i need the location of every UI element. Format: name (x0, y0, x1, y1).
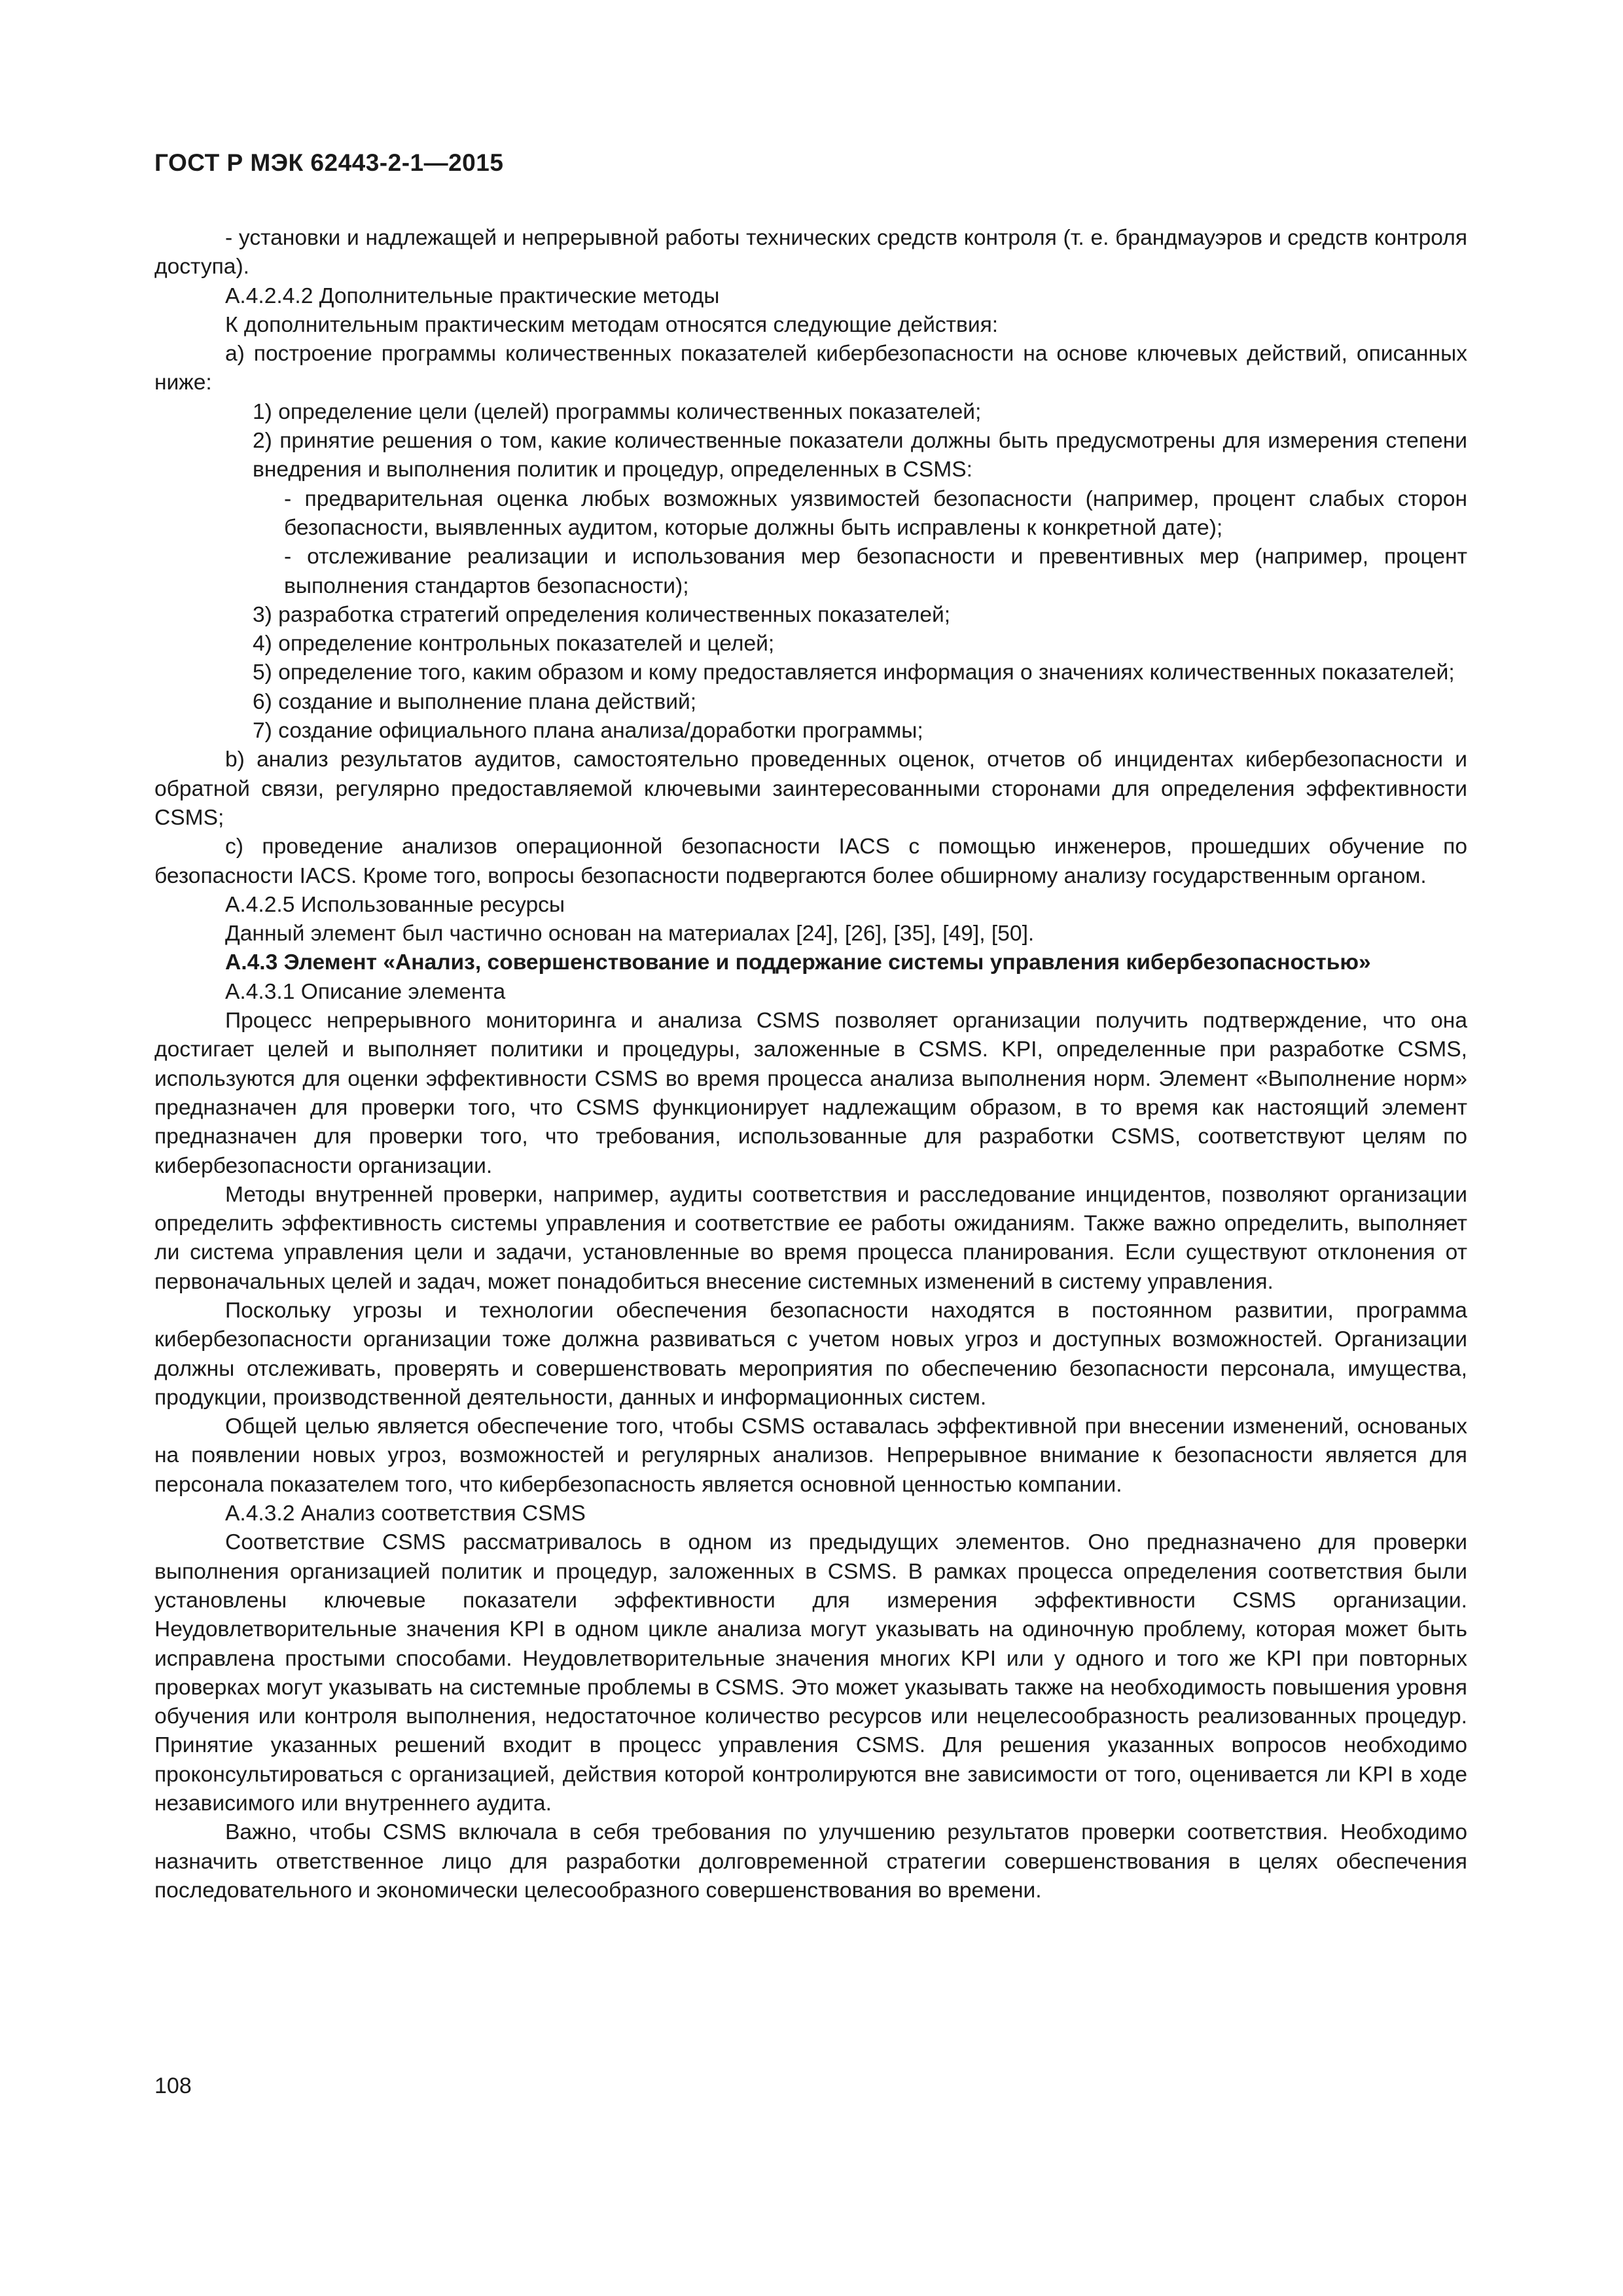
list-item: 4) определение контрольных показателей и целей; (253, 632, 775, 656)
paragraph: Поскольку угрозы и технологии обеспечения безопасности находятся в постоянном развитии, программа кибербезопасности организации тоже должна развиваться с учетом новых угроз и доступных возможностей. Организации должны отслеживать, проверять и совершенствовать мероприятия по обеспечению безопасности персонала, имущества, продукции, производственной деятельности, данных и информационных систем. (154, 1298, 1467, 1410)
page-number: 108 (154, 2073, 192, 2098)
subsection-heading: А.4.3.1 Описание элемента (225, 979, 506, 1004)
paragraph: - установки и надлежащей и непрерывной работы технических средств контроля (т. е. брандмауэров и средств контроля доступа). (154, 226, 1467, 279)
subsection-heading: А.4.2.5 Использованные ресурсы (225, 892, 565, 917)
list-item: а) построение программы количественных показателей кибербезопасности на основе ключевых действий, описанных ниже: (154, 342, 1467, 395)
paragraph: К дополнительным практическим методам относятся следующие действия: (225, 312, 999, 337)
paragraph: Соответствие CSMS рассматривалось в одном из предыдущих элементов. Оно предназначено для проверки выполнения организацией политик и процедур, заложенных в CSMS. В рамках процесса определения соответствия были установлены ключевые показатели эффективности для измерения эффективности CSMS организации. Неудовлетворительные значения KPI в одном цикле анализа могут указывать на одиночную проблему, которая может быть исправлена простыми способами. Неудовлетворительные значения многих KPI или у одного и того же KPI при повторных проверках могут указывать на системные проблемы в CSMS. Это может указывать также на необходимость повышения уровня обучения или контроля выполнения, недостаточное количество ресурсов или нецелесообразность реализованных процедур. Принятие указанных решений входит в процесс управления CSMS. Для решения указанных вопросов необходимо проконсультироваться с организацией, действия которой контролируются вне зависимости от того, оценивается ли KPI в ходе независимого или внутреннего аудита. (154, 1530, 1467, 1816)
paragraph: Методы внутренней проверки, например, аудиты соответствия и расследование инцидентов, позволяют организации определить эффективность системы управления и соответствие ее работы ожиданиям. Также важно определить, выполняет ли система управления цели и задачи, установленные во время процесса планирования. Если существуют отклонения от первоначальных целей и задач, может понадобиться внесение системных изменений в систему управления. (154, 1182, 1467, 1294)
document-header: ГОСТ Р МЭК 62443-2-1—2015 (154, 149, 504, 176)
list-item: - предварительная оценка любых возможных уязвимостей безопасности (например, процент слабых сторон безопасности, выявленных аудитом, которые должны быть исправлены к конкретной дате); (284, 486, 1467, 540)
paragraph: Важно, чтобы CSMS включала в себя требования по улучшению результатов проверки соответствия. Необходимо назначить ответственное лицо для разработки долговременной стратегии совершенствования в целях обеспечения последовательного и экономически целесообразного совершенствования во времени. (154, 1820, 1467, 1903)
list-item: с) проведение анализов операционной безопасности IACS с помощью инженеров, прошедших обучение по безопасности IACS. Кроме того, вопросы безопасности подвергаются более обширному анализу государственным органом. (154, 834, 1467, 888)
list-item: 3) разработка стратегий определения количественных показателей; (253, 602, 951, 627)
paragraph: Данный элемент был частично основан на материалах [24], [26], [35], [49], [50]. (225, 922, 1035, 946)
list-item: b) анализ результатов аудитов, самостоятельно проведенных оценок, отчетов об инцидентах кибербезопасности и обратной связи, регулярно предоставляемой ключевыми заинтересованными сторонами для определения эффективности CSMS; (154, 747, 1467, 830)
paragraph: Процесс непрерывного мониторинга и анализа CSMS позволяет организации получить подтверждение, что она достигает целей и выполняет политики и процедуры, заложенные в CSMS. KPI, определенные при разработке CSMS, используются для оценки эффективности CSMS во время процесса анализа выполнения норм. Элемент «Выполнение норм» предназначен для проверки того, что CSMS функционирует надлежащим образом, в то время как настоящий элемент предназначен для проверки того, что требования, использованные для разработки CSMS, соответствуют целям по кибербезопасности организации. (154, 1009, 1467, 1178)
list-item: 2) принятие решения о том, какие количественные показатели должны быть предусмотрены для измерения степени внедрения и выполнения политик и процедур, определенных в CSMS: (253, 429, 1467, 482)
subsection-heading: А.4.3.2 Анализ соответствия CSMS (225, 1501, 586, 1526)
list-item: 7) создание официального плана анализа/доработки программы; (253, 719, 923, 744)
subsection-heading: А.4.2.4.2 Дополнительные практические методы (225, 283, 720, 308)
section-heading: А.4.3 Элемент «Анализ, совершенствование и поддержание системы управления кибербезопасностью» (225, 950, 1371, 975)
list-item: - отслеживание реализации и использования мер безопасности и превентивных мер (например, процент выполнения стандартов безопасности); (284, 545, 1467, 598)
list-item: 6) создание и выполнение плана действий; (253, 689, 697, 714)
document-body (154, 224, 1467, 1905)
list-item: 1) определение цели (целей) программы количественных показателей; (253, 399, 982, 424)
paragraph: Общей целью является обеспечение того, чтобы CSMS оставалась эффективной при внесении изменений, основаных на появлении новых угроз, возможностей и регулярных анализов. Непрерывное внимание к безопасности является для персонала показателем того, что кибербезопасность является основной ценностью компании. (154, 1414, 1467, 1497)
list-item: 5) определение того, каким образом и кому предоставляется информация о значениях количественных показателей; (253, 660, 1455, 685)
